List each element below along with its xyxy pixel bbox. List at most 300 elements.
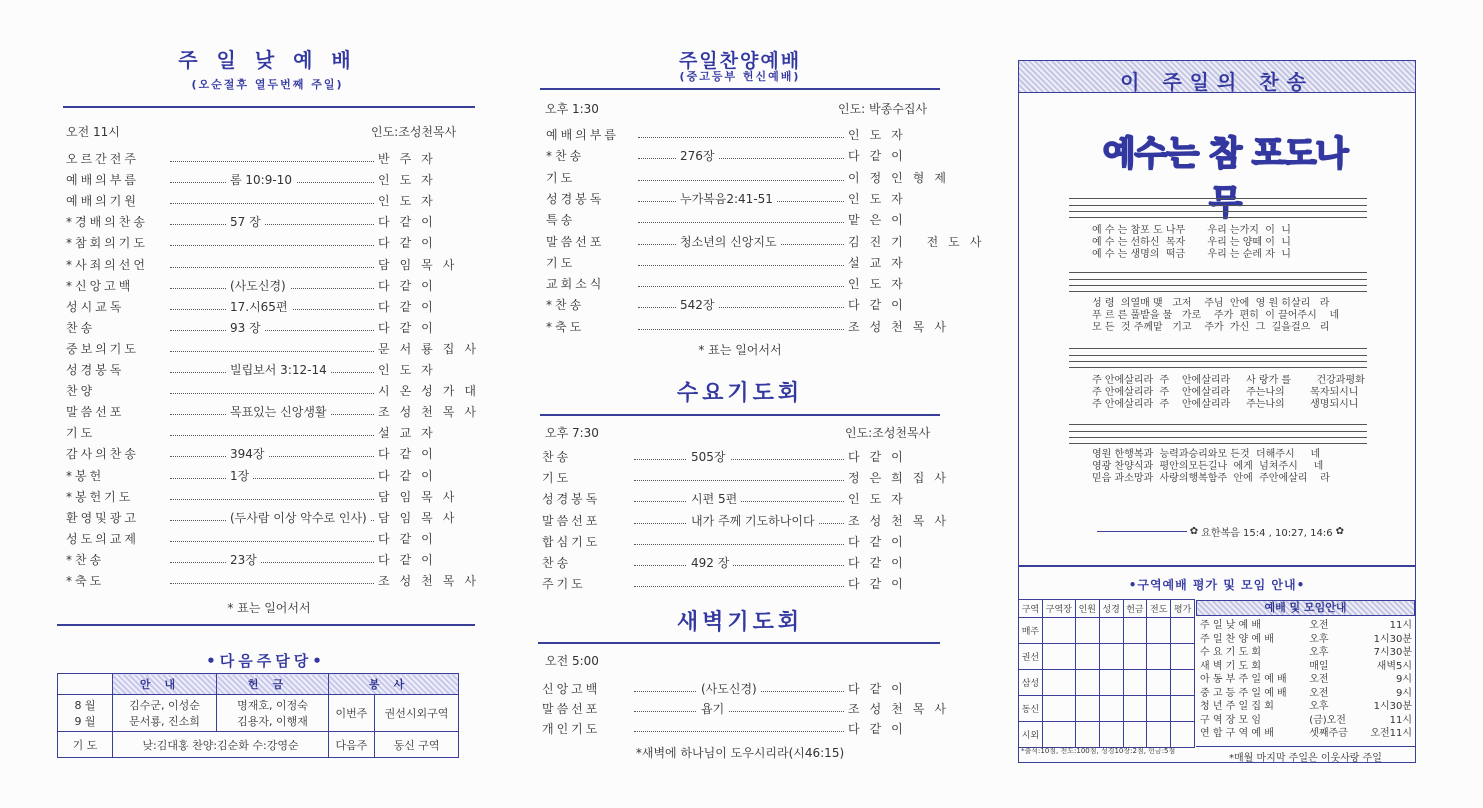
order-item-detail: 394장 xyxy=(226,445,269,462)
order-item-label: *봉헌기도 xyxy=(66,489,134,504)
district-score-cell xyxy=(1042,618,1075,644)
dot-leader xyxy=(638,158,844,159)
order-item xyxy=(542,554,938,571)
order-item-detail: 내가 주께 기도하나이다 xyxy=(687,512,819,529)
district-score-cell xyxy=(1075,644,1099,670)
district-score-cell xyxy=(1075,696,1099,722)
duty-header-guide: 안내 xyxy=(113,674,217,695)
district-score-cell xyxy=(1171,696,1195,722)
order-item-label: 성도의교제 xyxy=(66,531,139,546)
order-item-detail: 17.시65편 xyxy=(226,298,292,315)
meeting-row xyxy=(1197,714,1415,728)
order-item xyxy=(66,361,466,378)
meeting-name: 아 동 부 주 일 예 배 xyxy=(1200,674,1287,685)
meeting-time: 7시30분 xyxy=(1373,647,1412,658)
district-score-cell xyxy=(1123,722,1147,748)
order-item xyxy=(542,533,938,550)
order-item xyxy=(546,147,938,164)
order-item xyxy=(542,700,956,717)
order-item-label: *축도 xyxy=(546,319,585,334)
order-item-label: 기도 xyxy=(546,170,576,185)
order-item-person: 다같이 xyxy=(378,531,443,546)
duty-service-label: 이번주 xyxy=(329,695,375,732)
district-score-cell xyxy=(1042,644,1075,670)
district-row-label: 권선 xyxy=(1019,644,1043,670)
dot-leader xyxy=(638,286,844,287)
duty-next-value: 동신 구역 xyxy=(375,732,459,758)
order-item-person: 다같이 xyxy=(378,215,443,230)
district-score-cell xyxy=(1147,618,1171,644)
order-item xyxy=(66,403,486,420)
order-item xyxy=(542,469,956,486)
meeting-note: *매월 마지막 주일은 이웃사랑 주일 xyxy=(1196,746,1415,764)
order-item-person: 이정인형제 xyxy=(848,170,956,185)
order-item-label: 찬양 xyxy=(66,384,96,399)
order-item xyxy=(66,298,466,315)
order-item-label: 성경봉독 xyxy=(546,191,605,206)
standing-note: * 표는 일어서서 xyxy=(698,343,782,357)
order-item xyxy=(66,572,486,589)
order-item-label: 성시교독 xyxy=(66,299,125,314)
order-item-detail: 23장 xyxy=(226,551,261,568)
duty-next-label: 다음주 xyxy=(329,732,375,758)
district-row-label: 동신 xyxy=(1019,696,1043,722)
order-item xyxy=(66,277,466,294)
order-item-detail: (사도신경) xyxy=(226,277,290,294)
order-item-person: 반주자 xyxy=(378,152,443,166)
district-row xyxy=(1019,670,1195,696)
order-item xyxy=(66,382,486,399)
meeting-name: 수 요 기 도 회 xyxy=(1200,647,1262,658)
order-item-label: 찬송 xyxy=(66,320,96,335)
duty-guide: 김수군, 이성순 문서룡, 진소희 xyxy=(113,695,217,732)
order-item-person: 다같이 xyxy=(848,534,913,549)
order-item-person: 다같이 xyxy=(378,552,443,567)
order-item xyxy=(546,254,938,271)
district-score-cell xyxy=(1147,696,1171,722)
meeting-row xyxy=(1197,646,1415,660)
meeting-row xyxy=(1197,660,1415,674)
order-item-label: 말씀선포 xyxy=(546,234,605,249)
praise-service-time: 오후 1:30 xyxy=(545,102,599,116)
dot-leader xyxy=(170,499,374,500)
order-item-label: 찬송 xyxy=(542,450,572,464)
sunday-service-leader: 인도:조성천목사 xyxy=(371,125,457,139)
order-item xyxy=(66,256,466,273)
meeting-name: 연 합 구 역 예 배 xyxy=(1200,728,1274,739)
order-item-label: 개인기도 xyxy=(542,722,601,736)
order-item-label: *찬송 xyxy=(546,298,585,313)
dot-leader xyxy=(170,224,374,225)
order-item-detail: 542장 xyxy=(676,296,719,313)
hymn-lyrics-3: 주 안에살리라 주 안에살리라 사 랑가 를 건강과평화 주 안에살리라 주 안에살리라 주는나의 목자되시니 주 안에살리라 주 안에살리라 주는나의 생명되시니 xyxy=(1092,375,1365,410)
order-item-label: *사죄의선언 xyxy=(66,257,148,272)
dot-leader xyxy=(170,583,374,584)
order-item-person: 인도자 xyxy=(848,492,913,507)
dot-leader xyxy=(638,137,844,138)
meeting-row xyxy=(1197,700,1415,714)
meeting-name: 중 고 등 주 일 예 배 xyxy=(1200,687,1287,699)
district-score-cell xyxy=(1123,644,1147,670)
district-score-cell xyxy=(1099,696,1123,722)
divider xyxy=(57,624,475,626)
order-item-person: 다같이 xyxy=(848,682,913,696)
meeting-time: 9시 xyxy=(1395,674,1412,685)
order-item xyxy=(66,551,466,568)
sunday-service-title: 주 일 낮 예 배 xyxy=(178,48,357,72)
district-score-cell xyxy=(1123,670,1147,696)
order-item-person: 다같이 xyxy=(848,722,913,736)
dot-leader xyxy=(634,565,844,566)
order-item-person: 인도자 xyxy=(378,173,443,188)
duty-service-value: 권선시외구역 xyxy=(375,695,459,732)
meeting-time: 11시 xyxy=(1389,620,1412,631)
order-item xyxy=(66,445,466,462)
meeting-name: 새 벽 기 도 회 xyxy=(1200,660,1262,672)
order-item xyxy=(546,169,956,186)
district-header-cell: 헌금 xyxy=(1123,600,1147,618)
district-score-cell xyxy=(1147,670,1171,696)
dot-leader xyxy=(170,541,374,542)
order-item xyxy=(542,720,938,737)
order-item-label: 말씀선포 xyxy=(542,702,601,716)
order-item-person: 문서룡집사 xyxy=(378,341,486,356)
wednesday-service-leader: 인도:조성천목사 xyxy=(845,426,931,440)
meeting-time: 1시30분 xyxy=(1373,633,1412,645)
order-item xyxy=(546,275,938,292)
meeting-day: 오전 xyxy=(1309,620,1329,631)
duty-header-service: 봉사 xyxy=(329,674,459,695)
order-item xyxy=(546,211,938,228)
district-score-cell xyxy=(1099,722,1123,748)
dot-leader xyxy=(170,435,374,436)
order-item-detail: 롬 10:9-10 xyxy=(226,171,296,188)
music-staff-3 xyxy=(1069,348,1367,368)
meeting-title: 예배 및 모임안내 xyxy=(1264,601,1347,614)
district-score-cell xyxy=(1147,644,1171,670)
dot-leader xyxy=(638,265,844,266)
meeting-row xyxy=(1197,727,1415,741)
district-row-label: 삼성 xyxy=(1019,670,1043,696)
district-header-cell: 전도 xyxy=(1147,600,1171,618)
order-item-person: 조성천목사 xyxy=(848,319,956,334)
order-item-label: *봉헌 xyxy=(66,468,105,483)
order-item-label: 성경봉독 xyxy=(542,492,601,507)
order-item-label: 예배의부름 xyxy=(66,173,139,188)
order-item-person: 다같이 xyxy=(848,577,913,592)
order-item xyxy=(542,575,938,592)
district-score-cell xyxy=(1171,670,1195,696)
dot-leader xyxy=(638,307,844,308)
order-item-detail: 1장 xyxy=(226,467,253,484)
order-item xyxy=(66,150,466,167)
order-item-person: 다같이 xyxy=(378,468,443,483)
praise-service-subtitle: (중고등부 헌신예배) xyxy=(679,70,801,83)
district-score-cell xyxy=(1075,722,1099,748)
order-item xyxy=(546,233,992,250)
order-item-detail: 목표있는 신앙생활 xyxy=(226,403,331,420)
dot-leader xyxy=(638,329,844,330)
sunday-service-time: 오전 11시 xyxy=(66,125,120,139)
order-item-label: *신앙고백 xyxy=(66,278,134,293)
district-score-cell xyxy=(1042,670,1075,696)
district-score-cell xyxy=(1075,618,1099,644)
order-item-detail: 시편 5편 xyxy=(687,490,741,507)
order-item xyxy=(542,448,938,465)
wednesday-service-time: 오후 7:30 xyxy=(545,426,599,440)
order-item-detail: 57 장 xyxy=(226,213,265,230)
order-item-person: 맡은이 xyxy=(848,213,913,228)
order-item-person: 다같이 xyxy=(848,298,913,313)
dawn-service-time: 오전 5:00 xyxy=(545,654,599,668)
order-item-detail: 청소년의 신앙지도 xyxy=(676,233,781,250)
order-item xyxy=(546,190,938,207)
order-item xyxy=(66,488,466,505)
meeting-time: 1시30분 xyxy=(1373,701,1412,712)
dot-leader xyxy=(638,180,844,181)
order-item-label: 말씀선포 xyxy=(66,405,125,420)
meeting-name: 주 일 낮 예 배 xyxy=(1200,620,1262,631)
order-item xyxy=(66,509,466,526)
order-item-person: 인도자 xyxy=(848,191,913,206)
district-score-cell xyxy=(1171,644,1195,670)
district-row-label: 매주 xyxy=(1019,618,1043,644)
meeting-row xyxy=(1197,673,1415,687)
order-item xyxy=(66,424,466,441)
order-item-detail: (두사람 이상 악수로 인사) xyxy=(226,509,371,526)
dawn-note: *새벽에 하나님이 도우시리라(시46:15) xyxy=(635,746,845,760)
order-item xyxy=(542,512,956,529)
duty-prayer-value: 낮:김대홍 찬양:김순화 수:강영순 xyxy=(113,732,329,758)
divider xyxy=(63,106,475,108)
order-item-person: 다같이 xyxy=(378,320,443,335)
meeting-day: 매일 xyxy=(1309,660,1329,672)
district-row xyxy=(1019,722,1195,748)
next-duty-table xyxy=(57,673,459,758)
sunday-service-subtitle: (오순절후 열두번째 주일) xyxy=(191,78,344,91)
order-item-person: 시온성가대 xyxy=(378,384,486,399)
meeting-day: 오전 xyxy=(1309,687,1329,699)
order-item-person: 조성천목사 xyxy=(848,513,956,528)
district-header-cell: 인원 xyxy=(1075,600,1099,618)
meeting-day: (금)오전 xyxy=(1309,714,1346,726)
order-item-detail: 빌립보서 3:12-14 xyxy=(226,361,331,378)
order-item xyxy=(66,192,466,209)
district-score-cell xyxy=(1123,696,1147,722)
district-score-cell xyxy=(1099,644,1123,670)
meeting-title-bar xyxy=(1196,600,1415,616)
order-item xyxy=(546,296,938,313)
order-item-person: 인도자 xyxy=(378,363,443,377)
district-score-cell xyxy=(1042,696,1075,722)
order-item-label: 성경봉독 xyxy=(66,363,125,377)
duty-header-offering: 헌금 xyxy=(217,674,329,695)
dawn-service-title: 새벽기도회 xyxy=(676,610,804,635)
order-item-person: 조성천목사 xyxy=(848,702,956,716)
divider xyxy=(540,88,940,90)
order-item-person: 다같이 xyxy=(848,556,913,570)
order-item-detail: 492 장 xyxy=(687,554,733,571)
order-item-detail: 욥기 xyxy=(697,700,728,717)
district-score-cell xyxy=(1099,618,1123,644)
order-item-label: 기도 xyxy=(66,426,96,441)
hymn-section-title: 이 주일의 찬송 xyxy=(1120,70,1314,94)
meeting-time: 11시 xyxy=(1389,714,1412,726)
scripture-reference-line xyxy=(1097,524,1347,539)
district-header-cell: 평가 xyxy=(1171,600,1195,618)
order-item-label: 특송 xyxy=(546,213,576,228)
order-item-person: 다같이 xyxy=(378,236,443,251)
dot-leader xyxy=(634,459,844,460)
order-item xyxy=(66,340,486,357)
duty-offering: 명재호, 이정숙 김용자, 이행재 xyxy=(217,695,329,732)
order-item-label: 예배의기원 xyxy=(66,194,139,209)
dot-leader xyxy=(638,222,844,223)
order-item xyxy=(66,467,466,484)
meeting-day: 오전 xyxy=(1309,674,1329,685)
district-header-cell: 성경 xyxy=(1099,600,1123,618)
duty-prayer-label: 기 도 xyxy=(58,732,113,758)
divider xyxy=(538,642,940,644)
order-item-label: 중보의기도 xyxy=(66,341,139,356)
order-item xyxy=(542,490,938,507)
dot-leader xyxy=(634,586,844,587)
meeting-time: 9시 xyxy=(1395,687,1412,699)
order-item xyxy=(542,680,938,697)
hymn-song-title: 예수는 참 포도나무 xyxy=(1102,134,1348,223)
scripture-reference: 요한복음 15:4 , 10:27, 14:6 xyxy=(1201,528,1333,539)
order-item-label: 찬송 xyxy=(542,556,572,570)
district-header-cell: 구역장 xyxy=(1042,600,1075,618)
dot-leader xyxy=(634,544,844,545)
order-item-label: 기도 xyxy=(546,255,576,270)
meeting-time: 새벽5시 xyxy=(1376,660,1412,672)
dot-leader xyxy=(170,245,374,246)
order-item-person: 담임목사 xyxy=(378,257,465,272)
district-row xyxy=(1019,618,1195,644)
next-duty-title: •다음주담당• xyxy=(206,652,326,670)
divider xyxy=(540,414,940,416)
order-item-detail: 505장 xyxy=(687,448,730,465)
meeting-schedule-table xyxy=(1197,619,1415,741)
district-score-cell xyxy=(1147,722,1171,748)
order-item-label: *찬송 xyxy=(546,149,585,164)
meeting-day: 오후 xyxy=(1309,633,1329,645)
standing-note: * 표는 일어서서 xyxy=(227,601,311,615)
dot-leader xyxy=(634,711,844,712)
order-item-person: 조성천목사 xyxy=(378,405,486,420)
dot-leader xyxy=(634,480,844,481)
meeting-name: 구 역 장 모 임 xyxy=(1200,714,1262,726)
meeting-name: 주 일 찬 양 예 배 xyxy=(1200,633,1274,645)
order-item xyxy=(546,318,956,335)
dot-leader xyxy=(170,351,374,352)
dot-leader xyxy=(170,330,374,331)
meeting-day: 셋째주금 xyxy=(1309,728,1348,739)
order-item-person: 담임목사 xyxy=(378,510,465,525)
flower-icon: ✿ xyxy=(1189,526,1199,537)
music-staff-2 xyxy=(1069,272,1367,292)
order-item-person: 김진기 전도사 xyxy=(848,234,992,249)
order-item-person: 설교자 xyxy=(848,255,913,270)
district-score-cell xyxy=(1042,722,1075,748)
order-item-label: *경배의찬송 xyxy=(66,215,148,230)
order-item-label: 신앙고백 xyxy=(542,682,601,696)
order-item-label: 주기도 xyxy=(542,577,586,592)
order-item-person: 다같이 xyxy=(378,447,443,462)
order-item-label: 예배의부름 xyxy=(546,128,619,142)
order-item-person: 인도자 xyxy=(848,128,913,142)
praise-service-leader: 인도: 박종수집사 xyxy=(838,102,928,116)
meeting-row xyxy=(1197,633,1415,647)
hymn-lyrics-4: 영원 한행복과 능력과승리와모 든것 더해주시 네 영광 찬양식과 평안의모든길나 에게 넘쳐주시 네 믿음 과소망과 사랑의행복함주 안에 주안에살리 라 xyxy=(1092,449,1330,484)
meeting-name: 청 년 주 일 집 회 xyxy=(1200,701,1274,712)
order-item-person: 설교자 xyxy=(378,426,443,441)
district-score-cell xyxy=(1171,722,1195,748)
hymn-lyrics-1: 예 수 는 참포 도 나무 우리 는가지 이 니 예 수 는 선하신 목자 우리 는 양떼 이 니 예 수 는 생명의 떡금 우리 는 순레 자 니 xyxy=(1092,225,1291,260)
district-score-cell xyxy=(1171,618,1195,644)
order-item-detail: 276장 xyxy=(676,147,719,164)
dot-leader xyxy=(170,203,374,204)
flower-icon: ✿ xyxy=(1335,526,1344,537)
dot-leader xyxy=(170,562,374,563)
order-item-person: 조성천목사 xyxy=(378,574,486,588)
meeting-row xyxy=(1197,619,1415,633)
order-item-detail: (사도신경) xyxy=(697,680,761,697)
order-item-person: 다같이 xyxy=(378,278,443,293)
district-score-cell xyxy=(1123,618,1147,644)
district-row-label: 시외 xyxy=(1019,722,1043,748)
meeting-row xyxy=(1197,687,1415,701)
district-footnote: *출석:10점, 전도:100점, 성경10장:2점, 헌금:5점 xyxy=(1021,747,1176,755)
order-item-label: 교회소식 xyxy=(546,277,605,292)
meeting-day: 오후 xyxy=(1309,647,1329,658)
dot-leader xyxy=(170,267,374,268)
music-staff-1 xyxy=(1069,198,1367,218)
district-header-cell: 구역 xyxy=(1019,600,1043,618)
order-item xyxy=(546,126,938,143)
order-item-label: 합심기도 xyxy=(542,534,601,549)
praise-service-title: 주일찬양예배 xyxy=(678,50,802,72)
district-evaluation-table xyxy=(1018,599,1195,748)
order-item-label: 기도 xyxy=(542,471,572,486)
dot-leader xyxy=(170,478,374,479)
meeting-day: 오후 xyxy=(1309,701,1329,712)
dot-leader xyxy=(170,161,374,162)
order-item xyxy=(66,530,466,547)
order-item-person: 다같이 xyxy=(848,149,913,164)
duty-months: 8 월 9 월 xyxy=(58,695,113,732)
order-item xyxy=(66,234,466,251)
dot-leader xyxy=(634,731,844,732)
order-item-label: 환영및광고 xyxy=(66,510,139,525)
order-item-detail: 누가복음2:41-51 xyxy=(676,190,777,207)
order-item-person: 인도자 xyxy=(848,277,913,292)
meeting-time: 오전11시 xyxy=(1370,728,1412,739)
order-item-person: 다같이 xyxy=(378,299,443,314)
district-title: •구역예배 평가 및 모임 안내• xyxy=(1128,578,1306,592)
district-score-cell xyxy=(1075,670,1099,696)
dot-leader xyxy=(170,456,374,457)
order-item-person: 정은희집사 xyxy=(848,471,956,486)
dot-leader xyxy=(170,393,374,394)
order-item-person: 담임목사 xyxy=(378,489,465,504)
order-item-label: *참회의기도 xyxy=(66,236,148,251)
district-score-cell xyxy=(1099,670,1123,696)
order-item-label: *축도 xyxy=(66,574,105,588)
music-staff-4 xyxy=(1069,424,1367,444)
hymn-lyrics-2: 성 령 의열매 맺 고저 주님 안에 영 원 히살리 라 푸 르 른 풀밭을 물 가로 주가 편히 이 끌어주시 네 모 든 것 주께맡 기고 주가 가신 그 길을걸으 리 xyxy=(1092,298,1340,333)
